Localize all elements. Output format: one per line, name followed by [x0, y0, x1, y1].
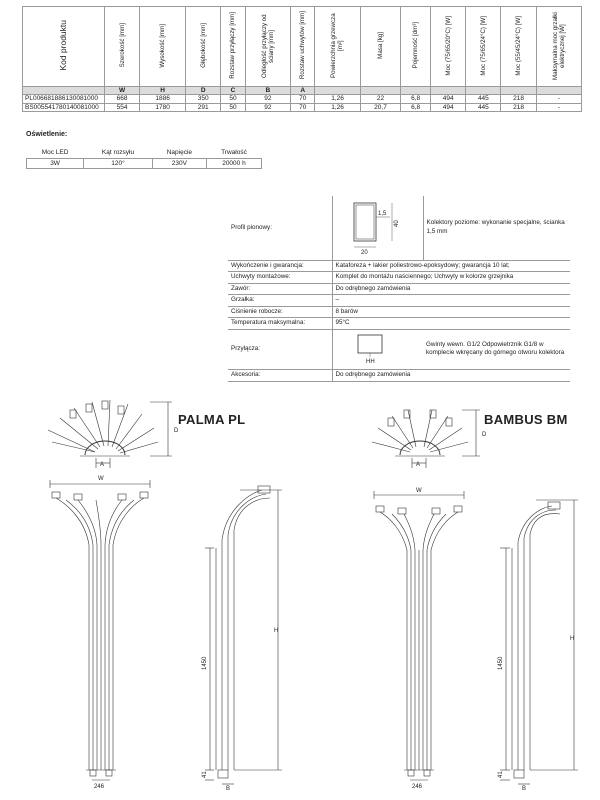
- table-cell: 1,26: [315, 103, 360, 112]
- table-cell: 668: [105, 95, 140, 104]
- table-cell: 218: [501, 95, 536, 104]
- table-cell: 218: [501, 103, 536, 112]
- connector-note: Gwinty wewn. G1/2 Odpowietrznik G1/8 w komplecie wkręcany do górnego otworu kolektora: [423, 329, 570, 370]
- dim-b-label: B: [522, 786, 527, 792]
- info-label: Zawór:: [228, 283, 332, 295]
- letter-cell: W: [105, 87, 140, 95]
- bambus-top-view: [372, 410, 480, 468]
- table-cell: 445: [466, 103, 501, 112]
- dim-h-label: H: [274, 628, 279, 634]
- table-cell: -: [536, 95, 581, 104]
- dim-246-label: 246: [94, 784, 105, 790]
- table-cell: 1780: [140, 103, 186, 112]
- col-wys-label: Wysokość [mm]: [159, 23, 167, 68]
- dim-b-label: B: [226, 786, 231, 792]
- lighting-header: Moc LED: [27, 148, 84, 158]
- dim-d-label: D: [174, 428, 179, 434]
- dim-a-label: A: [100, 462, 105, 468]
- table-cell: 50: [221, 103, 245, 112]
- table-cell: 291: [186, 103, 221, 112]
- info-value: –: [332, 295, 570, 307]
- table-cell: 92: [245, 95, 290, 104]
- dim-h-label: H: [570, 636, 575, 642]
- product-code: PL006681886130081000: [23, 95, 105, 104]
- info-value: 8 barów: [332, 306, 570, 318]
- letter-cell: D: [186, 87, 221, 95]
- table-cell: 6,8: [401, 103, 431, 112]
- dim-d-label: D: [482, 432, 487, 438]
- col-rozstaw-label: Rozstaw przyłączy [mm]: [229, 12, 237, 79]
- letter-cell: C: [221, 87, 245, 95]
- dim-246-label: 246: [412, 784, 423, 790]
- info-value: 95°C: [332, 318, 570, 330]
- bambus-dimension-labels: [412, 432, 574, 792]
- palma-side-view: [205, 486, 282, 784]
- product-code: BS005541780140081000: [23, 103, 105, 112]
- lighting-value: 20000 h: [206, 158, 261, 168]
- letter-cell: B: [245, 87, 290, 95]
- col-masa-label: Masa [kg]: [376, 32, 384, 59]
- dim-1450-label: 1450: [202, 656, 208, 670]
- table-cell: 22: [360, 95, 401, 104]
- info-value: Do odrębnego zamówienia: [332, 370, 570, 382]
- lighting-header: Napięcie: [152, 148, 206, 158]
- col-moc2-label: Moc (75/65/24°C) [W]: [479, 15, 487, 76]
- lighting-value: 120°: [84, 158, 153, 168]
- letter-cell: A: [291, 87, 315, 95]
- dim-1450-label: 1450: [498, 656, 504, 670]
- lighting-value: 230V: [152, 158, 206, 168]
- table-cell: 20,7: [360, 103, 401, 112]
- col-kod-label: Kod produktu: [57, 20, 68, 71]
- palma-dimension-labels: [94, 428, 278, 792]
- lighting-value: 3W: [27, 158, 84, 168]
- bambus-title: BAMBUS BM: [484, 412, 568, 427]
- profile-thickness: 1,5: [377, 211, 386, 217]
- dim-w-label: W: [416, 488, 422, 494]
- col-pojem-label: Pojemność [dm³]: [412, 22, 420, 69]
- col-moc1-label: Moc (75/65/20°C) [W]: [444, 15, 452, 76]
- table-cell: 445: [466, 95, 501, 104]
- col-moc3-label: Moc (55/45/24°C) [W]: [515, 15, 522, 76]
- table-cell: 350: [186, 95, 221, 104]
- lighting-header: Kąt rozsyłu: [84, 148, 153, 158]
- table-cell: 1,26: [315, 95, 360, 104]
- connector-label: HH: [365, 358, 375, 365]
- profile-width: 20: [360, 250, 368, 255]
- col-grzalka-label: Maksymalna moc grzałki elektrycznej [W]: [551, 11, 566, 80]
- dim-41-label: 41: [202, 771, 208, 778]
- info-label: Profil pionowy:: [228, 196, 332, 260]
- palma-front-view: [50, 480, 150, 780]
- table-cell: 554: [105, 103, 140, 112]
- dim-a-label: A: [416, 462, 421, 468]
- info-label: Uchwyty montażowe:: [228, 272, 332, 284]
- table-cell: 70: [291, 103, 315, 112]
- table-cell: 494: [431, 95, 466, 104]
- table-cell: 6,8: [401, 95, 431, 104]
- table-cell: 92: [245, 103, 290, 112]
- collectors-note: Kolektory poziome: wykonanie specjalne, ścianka 1,5 mm: [423, 196, 570, 260]
- table-cell: 1886: [140, 95, 186, 104]
- palma-top-view: [48, 400, 172, 468]
- table-cell: 50: [221, 95, 245, 104]
- palma-title: PALMA PL: [178, 412, 246, 427]
- profile-height: 40: [393, 220, 400, 227]
- info-label: Przyłącza:: [228, 329, 332, 370]
- table-cell: 70: [291, 95, 315, 104]
- lighting-header: Trwałość: [206, 148, 261, 158]
- info-label: Ciśnienie robocze:: [228, 306, 332, 318]
- col-gleb-label: Głębokość [mm]: [199, 23, 207, 68]
- info-value: Kataforeza + lakier poliestrowo-epoksydowy; gwarancja 10 lat;: [332, 260, 570, 272]
- col-odl-label: Odległość przyłączy od ściany [mm]: [260, 13, 275, 78]
- col-pow-label: Powierzchnia grzewcza [m²]: [330, 13, 345, 78]
- bambus-front-view: [374, 491, 464, 780]
- info-value: Do odrębnego zamówienia: [332, 283, 570, 295]
- info-label: Grzałka:: [228, 295, 332, 307]
- info-label: Wykończenie i gwarancja:: [228, 260, 332, 272]
- dim-41-label: 41: [498, 771, 504, 778]
- table-cell: -: [536, 103, 581, 112]
- info-label: Temperatura maksymalna:: [228, 318, 332, 330]
- letter-cell: H: [140, 87, 186, 95]
- info-label: Akcesoria:: [228, 370, 332, 382]
- lighting-title: Oświetlenie:: [26, 131, 68, 138]
- info-value: Komplet do montażu naściennego; Uchwyty w kolorze grzejnika: [332, 272, 570, 284]
- dim-w-label: W: [98, 476, 104, 482]
- table-cell: 494: [431, 103, 466, 112]
- col-uchwyty-label: Rozstaw uchwytów [mm]: [299, 11, 307, 80]
- col-szer-label: Szerokość [mm]: [118, 23, 126, 68]
- bambus-side-view: [500, 500, 578, 784]
